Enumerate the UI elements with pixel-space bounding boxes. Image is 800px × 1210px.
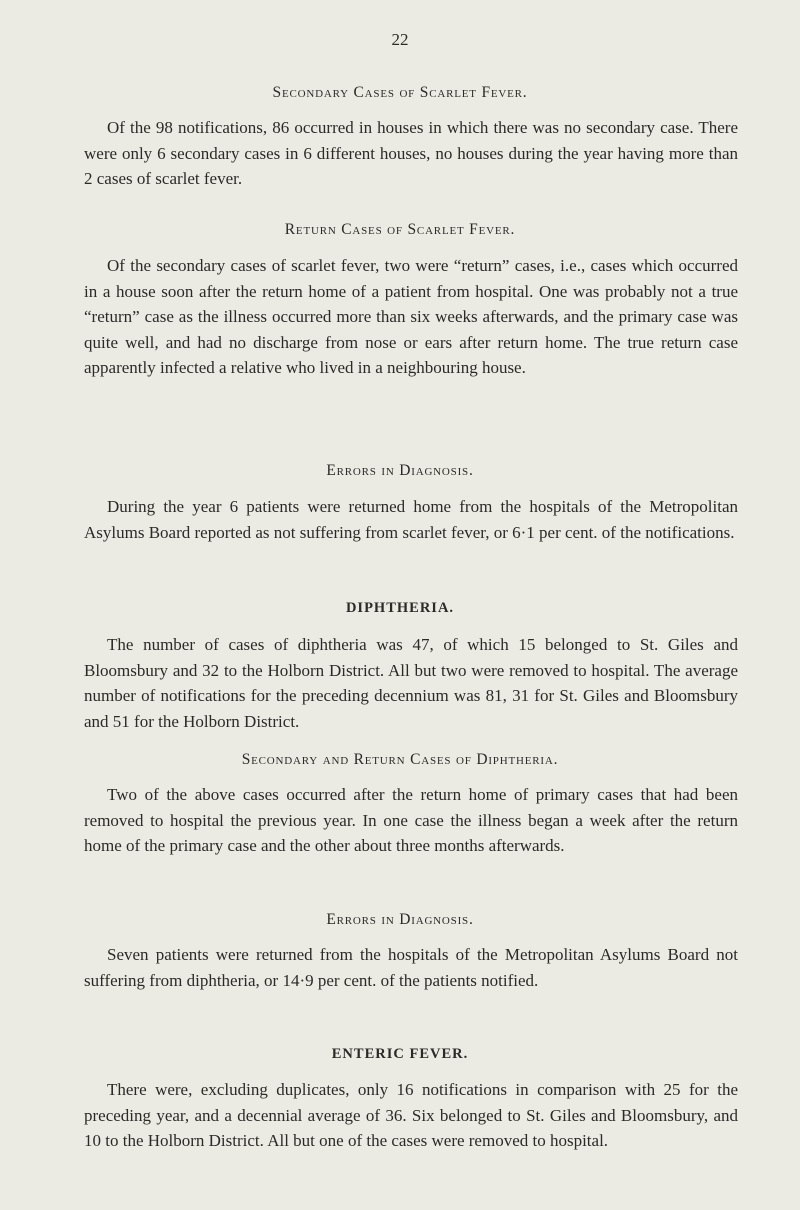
heading-return-scarlet-fever: Return Cases of Scarlet Fever.: [284, 221, 516, 238]
paragraph-secondary-scarlet-fever: Of the 98 notifications, 86 occurred in houses in which there was no secondary case. There were only 6 secondary cases in 6 different houses, no houses during the year having more than 2 cases of scarlet fever.: [84, 118, 738, 188]
paragraph-return-scarlet-fever: Of the secondary cases of scarlet fever, two were “return” cases, i.e., cases which occurred in a house soon after the return home of a patient from hospital. One was probably not a true “return” case as the illness occurred more than six weeks afterwards, and the primary case was quite well, and had no discharge from nose or ears after return home. The true return case apparently infected a relative who lived in a neighbouring house.: [84, 256, 738, 377]
paragraph-diphtheria: The number of cases of diphtheria was 47, of which 15 belonged to St. Giles and Bloomsbury and 32 to the Holborn District. All but two were removed to hospital. The average number of notifications for the preceding decennium was 81, 31 for St. Giles and Bloomsbury and 51 for the Holborn District.: [84, 635, 738, 731]
heading-errors-diagnosis-diphtheria: Errors in Diagnosis.: [326, 911, 474, 928]
heading-diphtheria: DIPHTHERIA.: [345, 600, 455, 616]
paragraph-errors-diagnosis-diphtheria: Seven patients were returned from the hospitals of the Metropolitan Asylums Board not suffering from diphtheria, or 14·9 per cent. of the patients notified.: [84, 945, 738, 990]
page-number: 22: [391, 30, 409, 49]
heading-errors-diagnosis-scarlet: Errors in Diagnosis.: [326, 462, 474, 479]
heading-enteric-fever: ENTERIC FEVER.: [331, 1046, 469, 1062]
paragraph-secondary-return-diphtheria: Two of the above cases occurred after the return home of primary cases that had been removed to hospital the previous year. In one case the illness began a week after the return home of the primary case and the other about three months afterwards.: [84, 785, 738, 855]
heading-secondary-scarlet-fever: Secondary Cases of Scarlet Fever.: [272, 84, 528, 101]
paragraph-enteric-fever: There were, excluding duplicates, only 16 notifications in comparison with 25 for the preceding year, and a decennial average of 36. Six belonged to St. Giles and Bloomsbury, and 10 to the Holborn District. All but one of the cases were removed to hospital.: [84, 1080, 738, 1150]
heading-secondary-return-diphtheria: Secondary and Return Cases of Diphtheria.: [241, 751, 559, 768]
paragraph-errors-diagnosis-scarlet: During the year 6 patients were returned home from the hospitals of the Metropolitan Asylums Board reported as not suffering from scarlet fever, or 6·1 per cent. of the notifications.: [84, 497, 738, 542]
